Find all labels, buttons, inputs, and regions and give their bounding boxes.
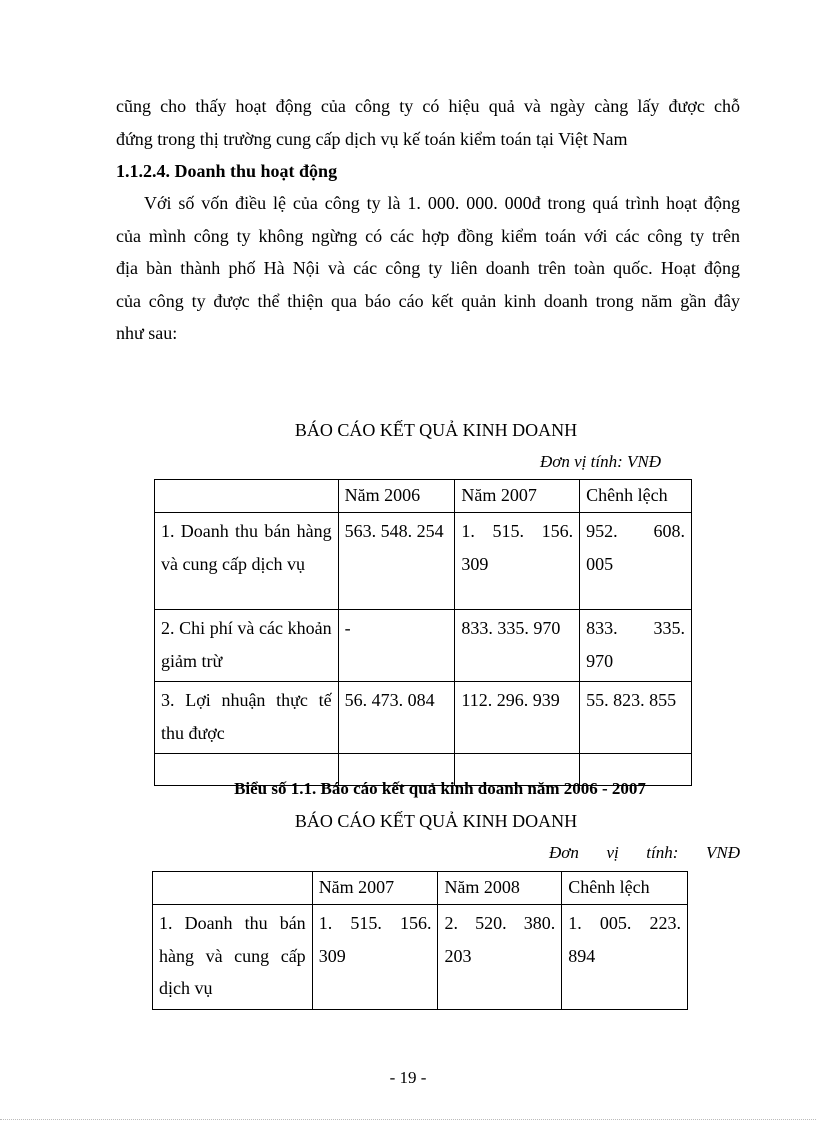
table-cell: 55. 823. 855 <box>580 682 692 754</box>
page-number: - 19 - <box>389 1068 427 1087</box>
table-cell: 56. 473. 084 <box>338 682 455 754</box>
header-cell: Năm 2006 <box>338 480 455 513</box>
header-cell: Năm 2007 <box>455 480 580 513</box>
table-cell: 1. 515. 156. 309 <box>312 905 438 1010</box>
table-cell: - <box>338 610 455 682</box>
body-line-4: của công ty được thể thiện qua báo cáo kết quản kinh doanh trong năm gần đây <box>116 290 740 311</box>
header-cell: Chênh lệch <box>580 480 692 513</box>
table-cell: 1. 005. 223. 894 <box>562 905 688 1010</box>
table-cell: 563. 548. 254 <box>338 513 455 610</box>
body-line-2: của mình công ty không ngừng có các hợp đồng kiểm toán với các công ty trên <box>116 225 740 246</box>
table-cell: 833. 335. 970 <box>580 610 692 682</box>
section-heading: 1.1.2.4. Doanh thu hoạt động <box>116 161 338 181</box>
row-label: 1. Doanh thu bán hàng và cung cấp dịch vụ <box>153 905 313 1010</box>
table1-caption: Biểu số 1.1. Báo cáo kết quả kinh doanh năm 2006 - 2007 <box>234 779 646 798</box>
page-bottom-divider <box>0 1119 816 1120</box>
table-row <box>155 480 692 513</box>
table-row <box>155 513 692 610</box>
table-cell: 112. 296. 939 <box>455 682 580 754</box>
table-cell: 952. 608. 005 <box>580 513 692 610</box>
table-cell: 1. 515. 156. 309 <box>455 513 580 610</box>
header-cell: Năm 2008 <box>438 872 562 905</box>
header-cell <box>155 480 339 513</box>
header-cell: Năm 2007 <box>312 872 438 905</box>
intro-line-2: đứng trong thị trường cung cấp dịch vụ kế toán kiểm toán tại Việt Nam <box>116 128 628 149</box>
header-cell: Chênh lệch <box>562 872 688 905</box>
table1-title: BÁO CÁO KẾT QUẢ KINH DOANH <box>294 420 578 440</box>
body-line-5: như sau: <box>116 323 178 343</box>
row-label: 2. Chi phí và các khoản giảm trừ <box>155 610 339 682</box>
table-row <box>153 872 688 905</box>
body-paragraph <box>116 187 740 350</box>
table2-title: BÁO CÁO KẾT QUẢ KINH DOANH <box>294 811 578 831</box>
table-cell: 2. 520. 380. 203 <box>438 905 562 1010</box>
table-row <box>155 682 692 754</box>
row-label: 3. Lợi nhuận thực tế thu được <box>155 682 339 754</box>
table-row <box>155 610 692 682</box>
table-row <box>153 905 688 1010</box>
table-cell: 833. 335. 970 <box>455 610 580 682</box>
table2 <box>152 871 688 1010</box>
body-line-3: địa bàn thành phố Hà Nội và các công ty liên doanh trên toàn quốc. Hoạt động <box>116 258 740 278</box>
table1 <box>154 479 692 786</box>
body-line-1: Với số vốn điều lệ của công ty là 1. 000. 000. 000đ trong quá trình hoạt động <box>144 193 740 213</box>
row-label: 1. Doanh thu bán hàng và cung cấp dịch vụ <box>155 513 339 610</box>
intro-line-1: cũng cho thấy hoạt động của công ty có hiệu quả và ngày càng lấy được chỗ <box>116 96 740 116</box>
table1-unit: Đơn vị tính: VNĐ <box>540 452 661 471</box>
header-cell <box>153 872 313 905</box>
table2-unit: Đơn vị tính: VNĐ <box>549 843 740 862</box>
intro-paragraph <box>116 90 740 155</box>
